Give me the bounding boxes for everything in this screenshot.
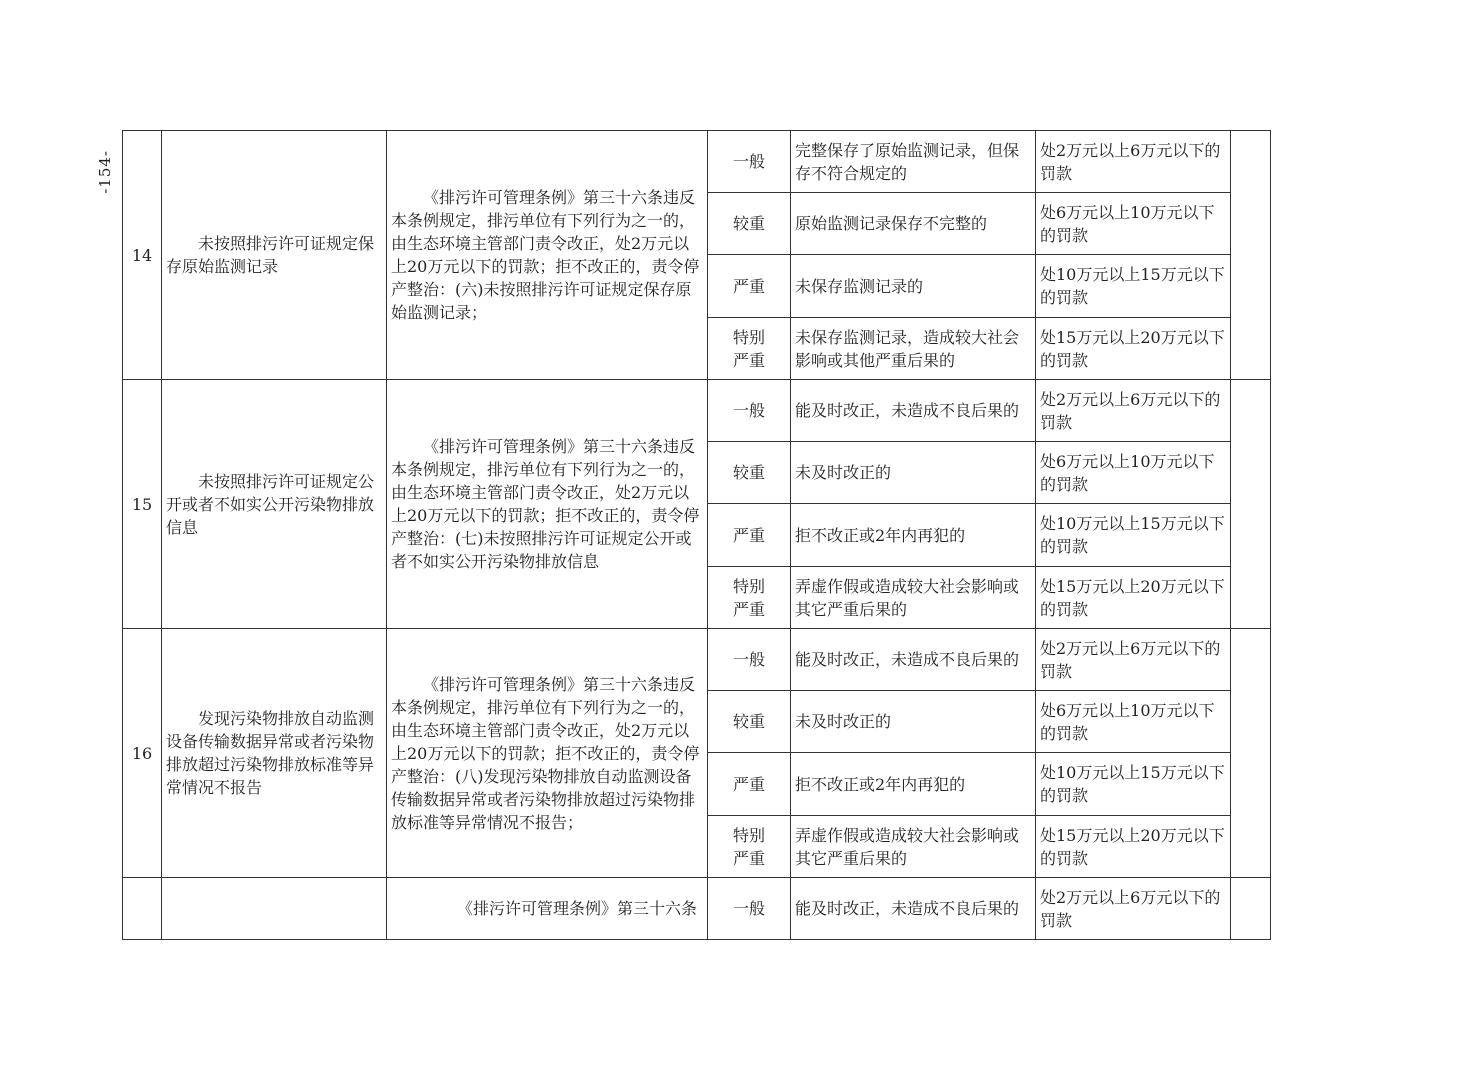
severity-level-line: 一般 [732,152,765,171]
penalty-standard: 处6万元以上10万元以下的罚款 [1036,193,1231,255]
severity-level [708,753,791,816]
severity-level [708,629,791,691]
circumstance: 完整保存了原始监测记录，但保存不符合规定的 [791,131,1036,193]
remarks-cell [1231,131,1271,380]
violation-item: 未按照排污许可证规定保存原始监测记录 [162,131,387,380]
severity-level-line: 严重 [732,525,765,545]
row-number: 14 [123,131,162,380]
circumstance: 拒不改正或2年内再犯的 [791,504,1036,567]
severity-level-line: 较重 [732,712,765,731]
severity-level-line: 特别 [732,825,765,845]
penalty-standard: 处6万元以上10万元以下的罚款 [1036,442,1231,504]
table-row [123,629,1271,691]
severity-level [708,878,791,940]
legal-basis: 《排污许可管理条例》第三十六条 [387,878,708,940]
penalty-standard: 处2万元以上6万元以下的罚款 [1036,380,1231,442]
severity-level-line: 严重 [732,774,765,794]
circumstance: 未保存监测记录，造成较大社会影响或其他严重后果的 [791,318,1036,380]
circumstance: 能及时改正，未造成不良后果的 [791,380,1036,442]
remarks-cell [1231,878,1271,940]
table-row [123,878,1271,940]
penalty-standard: 处15万元以上20万元以下的罚款 [1036,318,1231,380]
penalty-standard: 处2万元以上6万元以下的罚款 [1036,131,1231,193]
table-row [123,131,1271,193]
row-number: 15 [123,380,162,629]
severity-level-line: 较重 [732,214,765,233]
severity-level [708,691,791,753]
circumstance: 弄虚作假或造成较大社会影响或其它严重后果的 [791,816,1036,878]
severity-level-line: 一般 [732,650,765,669]
severity-level-line: 严重 [732,350,765,370]
penalty-standard: 处10万元以上15万元以下的罚款 [1036,753,1231,816]
violation-item: 发现污染物排放自动监测设备传输数据异常或者污染物排放超过污染物排放标准等异常情况不报告 [162,629,387,878]
circumstance: 未及时改正的 [791,691,1036,753]
severity-level [708,255,791,318]
penalty-table [122,130,1271,940]
severity-level-line: 严重 [732,276,765,296]
penalty-standard: 处6万元以上10万元以下的罚款 [1036,691,1231,753]
table-body [123,131,1271,940]
severity-level [708,193,791,255]
violation-item: 未按照排污许可证规定公开或者不如实公开污染物排放信息 [162,380,387,629]
circumstance: 拒不改正或2年内再犯的 [791,753,1036,816]
circumstance: 弄虚作假或造成较大社会影响或其它严重后果的 [791,567,1036,629]
severity-level [708,380,791,442]
penalty-standard: 处2万元以上6万元以下的罚款 [1036,878,1231,940]
penalty-standard: 处15万元以上20万元以下的罚款 [1036,567,1231,629]
severity-level [708,442,791,504]
severity-level-line: 一般 [732,899,765,918]
severity-level-line: 严重 [732,599,765,619]
circumstance: 未保存监测记录的 [791,255,1036,318]
severity-level [708,816,791,878]
severity-level-line: 特别 [732,327,765,347]
penalty-standard: 处15万元以上20万元以下的罚款 [1036,816,1231,878]
severity-level [708,131,791,193]
remarks-cell [1231,629,1271,878]
table-row [123,380,1271,442]
severity-level [708,318,791,380]
severity-level [708,504,791,567]
legal-basis: 《排污许可管理条例》第三十六条违反本条例规定，排污单位有下列行为之一的，由生态环境主管部门责令改正，处2万元以上20万元以下的罚款；拒不改正的，责令停产整治：(八)发现污染物排放自动监测设备传输数据异常或者污染物排放超过污染物排放标准等异常情况不报告； [387,629,708,878]
page-number: -154- [96,150,114,194]
row-number [123,878,162,940]
severity-level-line: 严重 [732,848,765,868]
severity-level-line: 一般 [732,401,765,420]
row-number: 16 [123,629,162,878]
legal-basis: 《排污许可管理条例》第三十六条违反本条例规定，排污单位有下列行为之一的，由生态环境主管部门责令改正，处2万元以上20万元以下的罚款；拒不改正的，责令停产整治：(六)未按照排污许可证规定保存原始监测记录； [387,131,708,380]
penalty-standard: 处2万元以上6万元以下的罚款 [1036,629,1231,691]
remarks-cell [1231,380,1271,629]
violation-item [162,878,387,940]
severity-level-line: 较重 [732,463,765,482]
circumstance: 能及时改正，未造成不良后果的 [791,629,1036,691]
circumstance: 能及时改正，未造成不良后果的 [791,878,1036,940]
severity-level [708,567,791,629]
severity-level-line: 特别 [732,576,765,596]
circumstance: 未及时改正的 [791,442,1036,504]
circumstance: 原始监测记录保存不完整的 [791,193,1036,255]
legal-basis: 《排污许可管理条例》第三十六条违反本条例规定，排污单位有下列行为之一的，由生态环境主管部门责令改正，处2万元以上20万元以下的罚款；拒不改正的，责令停产整治：(七)未按照排污许可证规定公开或者不如实公开污染物排放信息 [387,380,708,629]
penalty-standard: 处10万元以上15万元以下的罚款 [1036,504,1231,567]
penalty-standard: 处10万元以上15万元以下的罚款 [1036,255,1231,318]
